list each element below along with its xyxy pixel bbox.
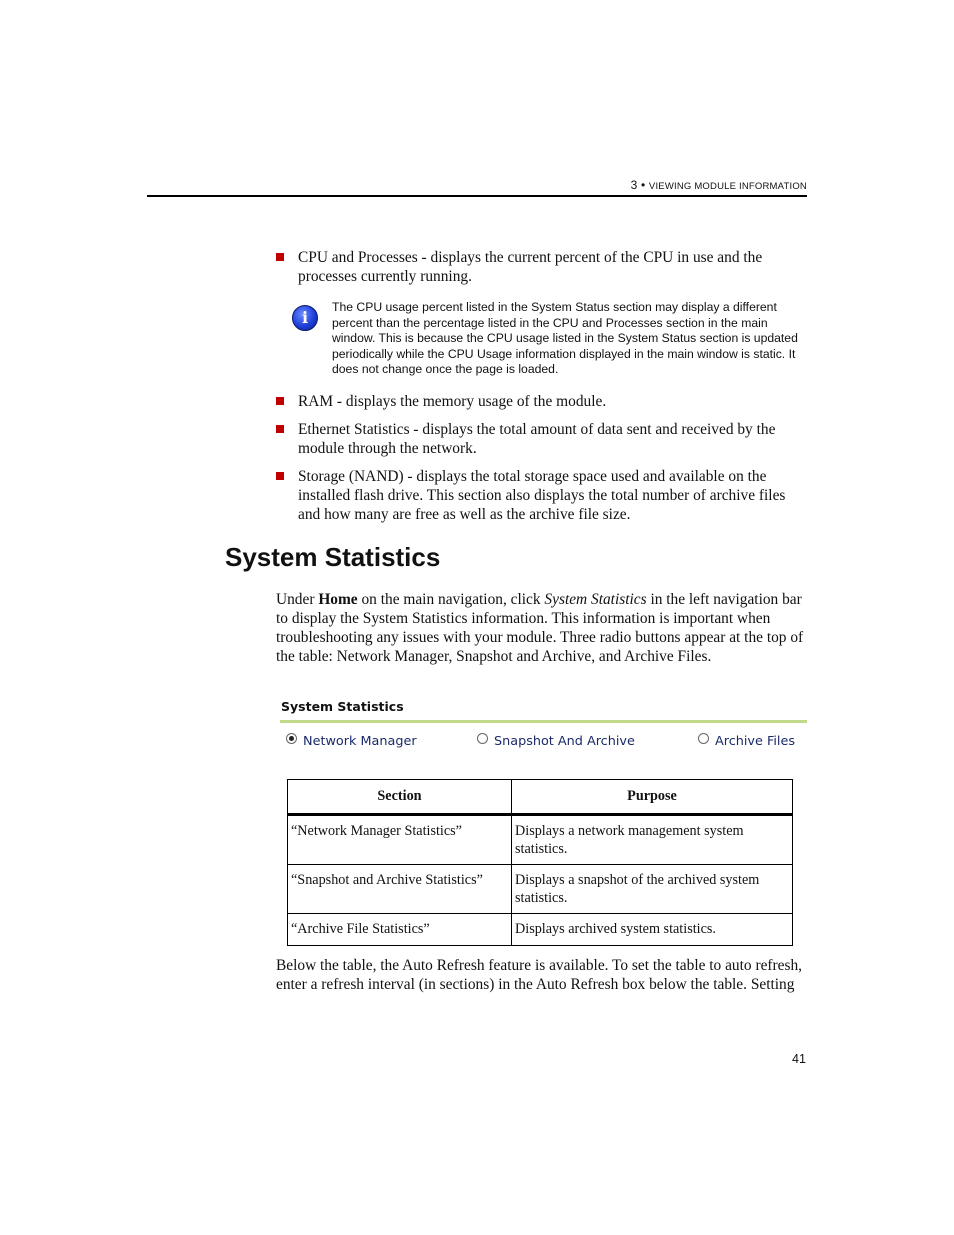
radio-label: Network Manager	[303, 734, 417, 749]
bullet-cpu	[276, 248, 806, 286]
table-cell: Displays archived system statistics.	[512, 914, 793, 946]
bullet-marker	[276, 472, 284, 480]
bullet-marker	[276, 397, 284, 405]
radio-unselected-icon[interactable]	[698, 733, 709, 744]
bullet-ram	[276, 392, 806, 411]
intro-text: in the left navigation bar to display the System Statistics information. This information is important when troubleshooting any issues with your module. Three radio buttons appear at the top of the table: Network Manager, Snapshot and Archive, and Archive Files.	[276, 591, 804, 665]
screenshot-title: System Statistics	[281, 699, 404, 714]
intro-paragraph	[276, 590, 808, 666]
bullet-marker	[276, 425, 284, 433]
screenshot-title-rule	[280, 720, 807, 723]
bullet-text: Ethernet Statistics - displays the total amount of data sent and received by the module through the network.	[298, 421, 776, 457]
table-row	[288, 914, 793, 946]
page-number: 41	[792, 1052, 806, 1066]
chapter-number: 3 •	[630, 178, 649, 192]
bullet-text: Storage (NAND) - displays the total storage space used and available on the installed flash drive. This section also displays the total number of archive files and how many are free as well as the archive file size.	[298, 468, 786, 523]
statistics-table	[287, 779, 793, 946]
chapter-title: VIEWING MODULE INFORMATION	[648, 181, 807, 192]
table-cell: “Snapshot and Archive Statistics”	[288, 865, 512, 914]
intro-text: on the main navigation, click	[357, 591, 545, 608]
info-icon: i	[292, 305, 318, 331]
column-header-section: Section	[288, 780, 512, 815]
table-cell: Displays a snapshot of the archived system statistics.	[512, 865, 793, 914]
bullet-storage	[276, 467, 806, 524]
radio-network-manager[interactable]	[286, 733, 417, 749]
radio-snapshot-and-archive[interactable]	[477, 733, 635, 749]
intro-text: Under	[276, 591, 319, 608]
bullet-ethernet	[276, 420, 806, 458]
column-header-purpose: Purpose	[512, 780, 793, 815]
note-text: The CPU usage percent listed in the System Status section may display a different percent than the percentage listed in the CPU and Processes section in the main window. This is because the CPU usage listed in the System Status section is updated periodically while the CPU Usage information displayed in the main window is static. It does not change once the page is loaded.	[332, 300, 798, 377]
table-cell: “Network Manager Statistics”	[288, 815, 512, 865]
system-statistics-term: System Statistics	[544, 591, 647, 608]
section-heading: System Statistics	[225, 542, 441, 572]
table-row	[288, 815, 793, 865]
radio-unselected-icon[interactable]	[477, 733, 488, 744]
bullet-text: RAM - displays the memory usage of the module.	[298, 393, 607, 410]
radio-label: Snapshot And Archive	[494, 734, 635, 749]
system-statistics-screenshot	[280, 694, 807, 760]
table-cell: Displays a network management system statistics.	[512, 815, 793, 865]
header-rule	[147, 195, 807, 197]
bullet-marker	[276, 253, 284, 261]
closing-paragraph: Below the table, the Auto Refresh feature is available. To set the table to auto refresh, enter a refresh interval (in sections) in the Auto Refresh box below the table. Setting	[276, 957, 803, 993]
table-row	[288, 865, 793, 914]
radio-archive-files[interactable]	[698, 733, 795, 749]
radio-label: Archive Files	[715, 734, 796, 749]
running-header	[631, 178, 807, 192]
info-note	[292, 300, 807, 378]
radio-selected-icon[interactable]	[286, 733, 297, 744]
bullet-text: CPU and Processes - displays the current percent of the CPU in use and the processes currently running.	[298, 249, 763, 285]
table-cell: “Archive File Statistics”	[288, 914, 512, 946]
table-header-row	[288, 780, 793, 815]
home-term: Home	[318, 591, 358, 608]
